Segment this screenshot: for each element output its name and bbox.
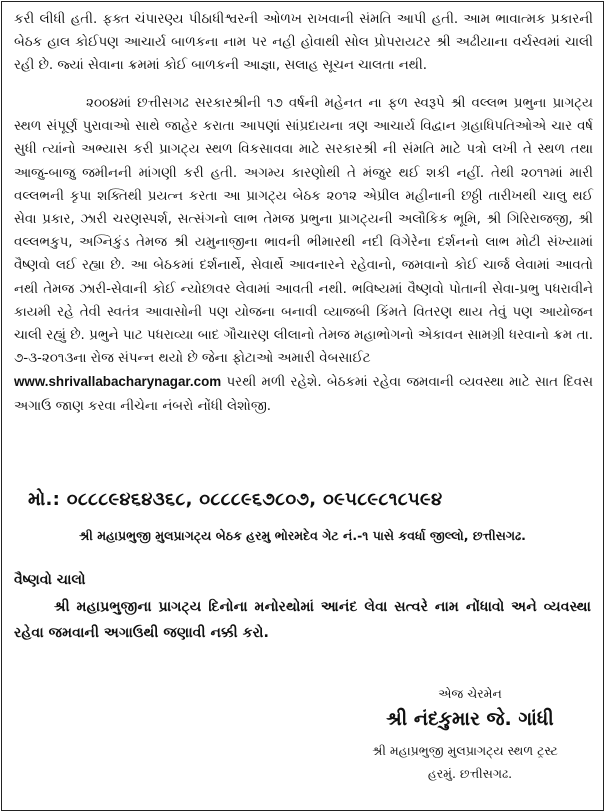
- signature-name: શ્રી નંદકુમાર જે. ગાંધી: [386, 708, 554, 730]
- main-paragraph: [14, 92, 593, 418]
- main-paragraph-text: ૨૦૦૪માં છત્તીસગઢ સરકારશ્રીની ૧૭ વર્ષની મહેનત ના ફળ સ્વરૂપે શ્રી વલ્લભ પ્રભુના પ્રાગટ્ય સ્થળ સંપૂર્ણ પુરાવાઓ સાથે જાહેર કરાતા આપણાં સાંપ્રદાયના ત્રણ આચાર્ય વિદ્વાન ગ્રહાધિપતિઓએ ચાર વર્ષ સુધી ત્યાંનો અભ્યાસ કરી પ્રાગટ્ય સ્થળ વિકસાવવા માટે સરકારશ્રી ની સંમતિ માટે પત્રો લખી તે સ્થળ તથા આજુ-બાજુ જમીનની માંગણી કરી હતી. અગમ્ય કારણોથી તે મંજુર થઈ શકી નહીં. તેથી ૨૦૧૧માં મારી વલ્લભની કૃપા શક્તિથી પ્રયત્ન કરતા આ પ્રાગટ્ય બેઠક ૨૦૧૨ એપ્રીલ મહીનાની છઠ્ઠી તારીખથી ચાલુ થઈ સેવા પ્રકાર, ઝારી ચરણસ્પર્શ, સત્સંગનો લાભ તેમજ પ્રભુના પ્રાગટ્યની અલૌકિક ભૂમિ, શ્રી ગિરિરાજજી, શ્રી વલ્લભકુપ, અગ્નિકુંડ તેમજ શ્રી યમુનાજીના ભાવની ભીમારથી નદી વિગેરેના દર્શનનો લાભ મોટી સંખ્યામાં વૈષ્ણવો લઈ રહ્યા છે. આ બેઠકમાં દર્શનાર્થે, સેવાર્થે આવનારને રહેવાનો, જમવાનો કોઈ ચાર્જ લેવામાં આવતો નથી તેમજ ઝારી-સેવાની કોઈ ન્યોછાવર લેવામાં આવતી નથી. ભવિષ્યમાં વૈષ્ણવો પોતાની સેવા-પ્રભુ પધરાવીને કાયમી રહે તેવી સ્વતંત્ર આવાસોની પણ યોજના બનાવી વ્યાજબી કિંમતે વિતરણ થાય તેવું પણ આયોજન ચાલી રહ્યું છે. પ્રભુને પાટ પધરાવ્યા બાદ ગૌચારણ લીલાનો તેમજ મહાભોગનો એકાવન સામગ્રી ધરવાનો ક્રમ તા. ૭-૩-૨૦૧૩ના રોજ સંપન્ન થયો છે જેના ફોટાઓ અમારી વેબસાઈટ: [14, 96, 593, 367]
- intro-paragraph: કરી લીધી હતી. ફક્ત ચંપારણ્ય પીઠાધીશ્વરની ઓળખ રાખવાની સંમતિ આપી હતી. આમ ભાવાત્મક પ્રકારની બેઠક હાલ કોઈપણ આચાર્ય બાળકના નામ પર નહી હોવાથી સોલ પ્રોપરાયટર શ્રી અઢીયાના વર્ચસ્વમાં ચાલી રહી છે. જ્યાં સેવાના ક્રમમાં કોઈ બાળકની આજ્ઞા, સલાહ સૂચન ચાલતા નથી.: [14, 12, 593, 74]
- signature-organization: શ્રી મહાપ્રભુજી મુલપ્રાગટ્ય સ્થળ ટ્રસ્ટ: [372, 743, 558, 758]
- signature-place: હરમું. છત્તીસગઢ.: [427, 766, 513, 781]
- appeal-heading: વૈષ્ણવો ચાલો: [14, 572, 86, 588]
- address: શ્રી મહાપ્રભુજી મુલપ્રાગટ્ય બેઠક હરમુ ભોરમદેવ ગેટ નં.-૧ પાસે કવર્ધા જીલ્લો, છત્તીસગઢ.: [79, 528, 526, 543]
- signature-title: એજ ચેરમેન: [438, 686, 502, 701]
- main-paragraph-tail: પરથી મળી રહેશે. બેઠકમાં રહેવા જમવાની વ્યવસ્થા માટે સાત દિવસ અગાઉ જાણ કરવા નીચેના નંબરો નોંધી લેશોજી.: [14, 375, 593, 414]
- appeal-text: શ્રી મહાપ્રભુજીના પ્રાગટ્ય દિનોના મનોરથોમાં આનંદ લેવા સત્વરે નામ નોંધાવો અને વ્યવસ્થા રહેવા જમવાની અગાઉથી જણાવી નક્કી કરો.: [14, 599, 591, 641]
- phone-numbers: મો.: ૦૮૮૮૯૪૬૪૩૬૮, ૦૮૮૮૯૬૭૮૦૭, ૦૯૫૮૯૮૧૮૫૯૪: [28, 489, 443, 510]
- website-link[interactable]: www.shrivallabacharynagar.com: [14, 374, 222, 390]
